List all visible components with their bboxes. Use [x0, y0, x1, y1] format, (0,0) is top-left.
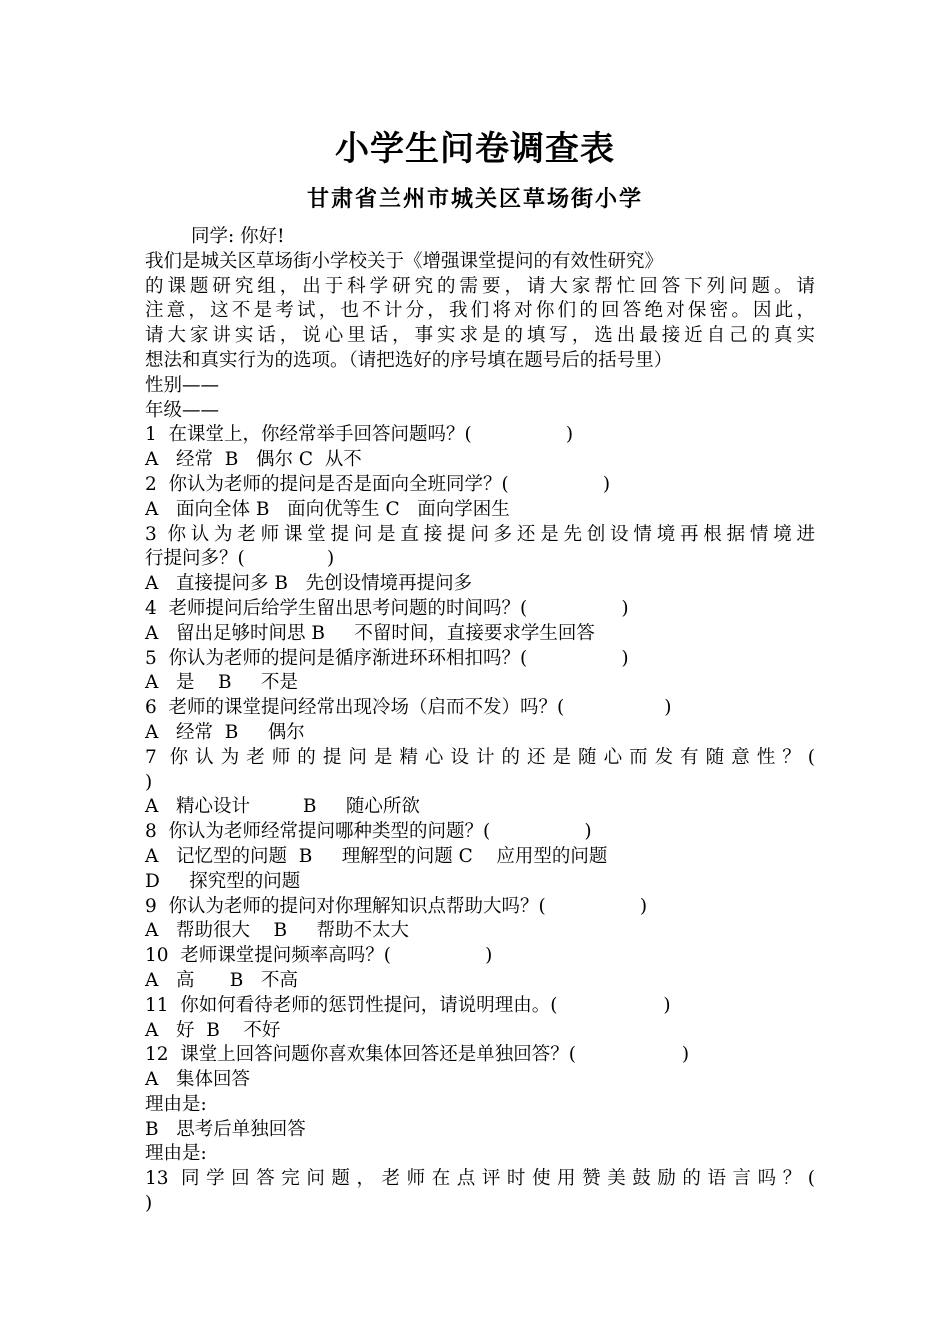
- text-line: ): [145, 771, 153, 793]
- text-line: A 精心设计 B 随心所欲: [145, 796, 420, 818]
- text-line: B 思考后单独回答: [145, 1118, 306, 1140]
- text-line: A 直接提问多 B 先创设情境再提问多: [145, 573, 473, 595]
- text-line: 9 你认为老师的提问对你理解知识点帮助大吗？( ): [145, 895, 648, 917]
- text-line: A 高 B 不高: [145, 969, 299, 991]
- text-line: A 经常 B 偶尔 C 从不: [145, 449, 362, 471]
- page-subtitle: 甘肃省兰州市城关区草场街小学: [306, 187, 643, 212]
- text-line: 5 你认为老师的提问是循序渐进环环相扣吗？( ): [145, 647, 629, 669]
- text-line: 10 老师课堂提问频率高吗？( ): [145, 945, 493, 967]
- text-line: 年级——: [145, 399, 220, 421]
- text-line: 想法和真实行为的选项。（请把选好的序号填在题号后的括号里）: [145, 349, 673, 371]
- text-line: A 记忆型的问题 B 理解型的问题 C 应用型的问题: [145, 845, 608, 867]
- text-line: 性别——: [145, 374, 220, 396]
- text-line: 行提问多？( ): [145, 548, 335, 570]
- text-line: 8 你认为老师经常提问哪种类型的问题？( ): [145, 821, 592, 843]
- text-line: 1 在课堂上，你经常举手回答问题吗？( ): [145, 424, 574, 446]
- text-line: 3 你认为老师课堂提问是直接提问多还是先创设情境再根据情境进: [145, 523, 815, 545]
- document-body: [145, 225, 815, 1217]
- text-line: 我们是城关区草场街小学校关于《增强课堂提问的有效性研究》: [145, 250, 664, 272]
- text-line: 7 你认为老师的提问是精心设计的还是随心而发有随意性？(: [145, 746, 815, 768]
- text-line: A 是 B 不是: [145, 672, 299, 694]
- text-line: A 留出足够时间思 B 不留时间，直接要求学生回答: [145, 622, 595, 644]
- text-line: A 好 B 不好: [145, 1019, 281, 1041]
- text-line: 2 你认为老师的提问是否是面向全班同学？( ): [145, 473, 611, 495]
- page-title: 小学生问卷调查表: [335, 129, 615, 169]
- text-line: A 经常 B 偶尔: [145, 721, 305, 743]
- text-line: ): [145, 1193, 153, 1215]
- text-line: A 集体回答: [145, 1069, 251, 1091]
- text-line: 12 课堂上回答问题你喜欢集体回答还是单独回答？( ): [145, 1044, 690, 1066]
- text-line: 6 老师的课堂提问经常出现冷场（启而不发）吗？( ): [145, 697, 672, 719]
- text-line: 理由是:: [145, 1143, 207, 1165]
- text-line: 13 同学回答完问题，老师在点评时使用赞美鼓励的语言吗？(: [145, 1168, 815, 1190]
- text-line: 的课题研究组，出于科学研究的需要，请大家帮忙回答下列问题。请: [145, 275, 815, 297]
- text-line: 4 老师提问后给学生留出思考问题的时间吗？( ): [145, 597, 629, 619]
- text-line: 注意，这不是考试，也不计分，我们将对你们的回答绝对保密。因此，: [145, 300, 815, 322]
- text-line: 请大家讲实话，说心里话，事实求是的填写，选出最接近自己的真实: [145, 325, 815, 347]
- text-line: 理由是:: [145, 1093, 207, 1115]
- text-line: A 帮助很大 B 帮助不太大: [145, 920, 410, 942]
- text-line: 同学: 你好!: [191, 226, 285, 247]
- text-line: D 探究型的问题: [145, 870, 301, 892]
- text-line: A 面向全体 B 面向优等生 C 面向学困生: [145, 498, 510, 520]
- text-line: 11 你如何看待老师的惩罚性提问，请说明理由。( ): [145, 994, 671, 1016]
